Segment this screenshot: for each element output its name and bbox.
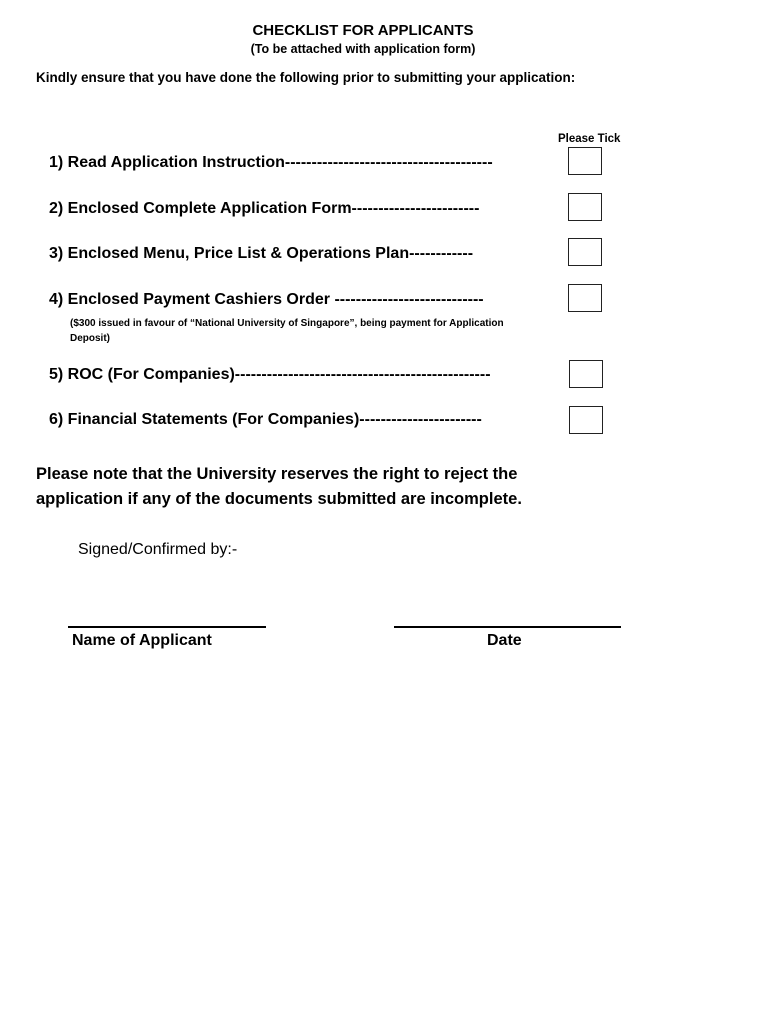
checkbox-item-1[interactable]: [568, 147, 602, 175]
checklist-item-3: 3) Enclosed Menu, Price List & Operations Plan------------: [49, 245, 474, 262]
tick-column-header: Please Tick: [558, 133, 621, 145]
checkbox-item-2[interactable]: [568, 193, 602, 221]
checkbox-item-6[interactable]: [569, 406, 603, 434]
checklist-item-6: 6) Financial Statements (For Companies)-----------------------: [49, 411, 482, 428]
document-subtitle: (To be attached with application form): [250, 42, 476, 56]
checkbox-item-3[interactable]: [568, 238, 602, 266]
checkbox-item-4[interactable]: [568, 284, 602, 312]
applicant-signature-line: [68, 626, 266, 628]
date-signature-line: [394, 626, 621, 628]
intro-text: Kindly ensure that you have done the following prior to submitting your application:: [36, 70, 576, 85]
date-label: Date: [487, 632, 522, 649]
signed-confirmed-label: Signed/Confirmed by:-: [78, 541, 238, 558]
checklist-item-5: 5) ROC (For Companies)------------------------------------------------: [49, 366, 491, 383]
rejection-notice: Please note that the University reserves the right to reject the application if any of the documents submitted are incomplete.: [36, 465, 522, 508]
payment-note: ($300 issued in favour of “National University of Singapore”, being payment for Application Deposit): [70, 318, 504, 344]
name-of-applicant-label: Name of Applicant: [72, 632, 212, 649]
checklist-item-1: 1) Read Application Instruction---------------------------------------: [49, 154, 493, 171]
document-title: CHECKLIST FOR APPLICANTS: [252, 22, 474, 39]
checklist-item-4: 4) Enclosed Payment Cashiers Order ----------------------------: [49, 291, 484, 308]
checklist-item-2: 2) Enclosed Complete Application Form------------------------: [49, 200, 480, 217]
checkbox-item-5[interactable]: [569, 360, 603, 388]
